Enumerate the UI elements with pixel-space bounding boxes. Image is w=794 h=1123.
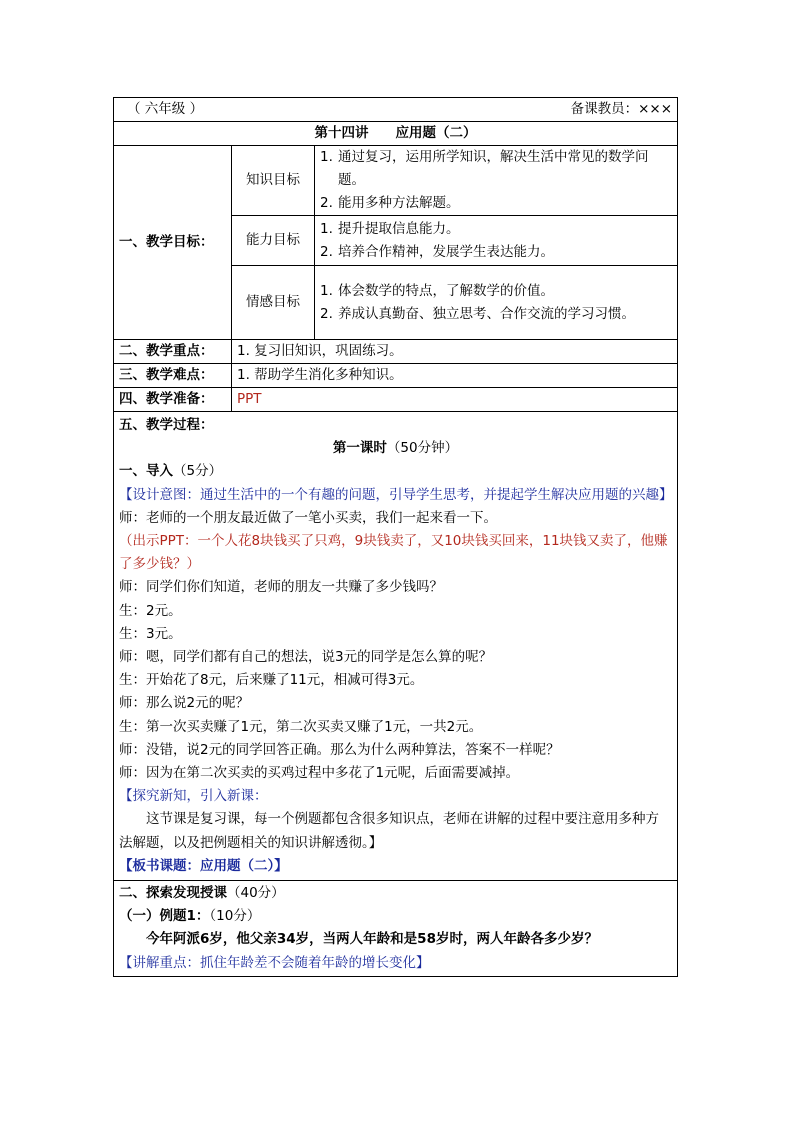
item-number: 2. [320, 195, 333, 211]
title-row [114, 122, 678, 146]
focus-note: 【讲解重点：抓住年龄差不会随着年龄的增长变化】 [119, 954, 430, 971]
dialogue-line: 师：老师的一个朋友最近做了一笔小买卖，我们一起来看一下。 [119, 509, 497, 526]
knowledge-cell [315, 146, 678, 216]
item-text: 提升提取信息能力。 [338, 220, 460, 237]
item-number: 1. [320, 282, 333, 299]
lesson-heading [119, 437, 672, 460]
ability-item [320, 218, 672, 241]
ability-label: 能力目标 [232, 216, 315, 266]
item-number: 2. [320, 243, 333, 260]
section2-heading [119, 882, 672, 905]
process-cell [114, 412, 678, 881]
keypoint-value: 1. 复习旧知识，巩固练习。 [232, 340, 678, 364]
dialogue-line: 生：开始花了8元，后来赚了11元，相减可得3元。 [119, 672, 424, 689]
grade-label: （ 六年级 ） [127, 101, 204, 117]
knowledge-item [320, 146, 672, 192]
ability-item [320, 241, 672, 264]
example-problem: 今年阿派6岁，他父亲34岁，当两人年龄和是58岁时，两人年龄各多少岁？ [146, 931, 598, 948]
example-heading [119, 905, 672, 928]
emotion-item [320, 303, 672, 326]
header-cell [114, 98, 678, 122]
design-intent: 【设计意图：通过生活中的一个有趣的问题，引导学生思考，并提起学生解决应用题的兴趣】 [119, 486, 673, 503]
emotion-item [320, 280, 672, 303]
item-text: 能用多种方法解题。 [338, 195, 460, 211]
section2-cell [114, 881, 678, 977]
intro-heading [119, 460, 672, 483]
knowledge-item [320, 192, 672, 215]
keypoint-row [114, 340, 678, 364]
section2-row [114, 881, 678, 977]
lesson-heading-bold: 第一课时 [332, 440, 387, 457]
difficulty-row [114, 364, 678, 388]
emotion-label: 情感目标 [232, 266, 315, 340]
item-text: 养成认真勤奋、独立思考、合作交流的学习习惯。 [338, 305, 635, 322]
item-text: 体会数学的特点，了解数学的价值。 [338, 282, 554, 299]
dialogue-line: 师：因为在第二次买卖的买鸡过程中多花了1元呢，后面需要减掉。 [119, 765, 520, 782]
item-text: 通过复习，运用所学知识，解决生活中常见的数学问题。 [338, 149, 649, 188]
board-title: 【板书课题：应用题（二）】 [119, 857, 288, 874]
ppt-note: （出示PPT：一个人花8块钱买了只鸡，9块钱卖了，又10块钱买回来，11块钱又卖了，他赚了多少钱？） [119, 533, 668, 573]
intro-heading-bold: 一、导入 [119, 463, 173, 480]
lesson-plan-document [113, 97, 677, 977]
difficulty-label: 三、教学难点： [114, 364, 232, 388]
dialogue-line: 生：2元。 [119, 602, 182, 619]
emotion-cell [315, 266, 678, 340]
section2-heading-bold: 二、探索发现授课 [119, 885, 227, 902]
item-text: 培养合作精神，发展学生表达能力。 [338, 243, 554, 260]
dialogue-line: 生：第一次买卖赚了1元，第二次买卖又赚了1元，一共2元。 [119, 718, 483, 735]
dialogue-line: 师：那么说2元的呢？ [119, 695, 250, 712]
ability-list [320, 218, 672, 264]
process-label: 五、教学过程： [119, 417, 214, 433]
dialogue-line: 生：3元。 [119, 625, 182, 642]
intro-heading-duration: （5分） [173, 463, 223, 480]
knowledge-row [114, 146, 678, 216]
keypoint-label: 二、教学重点： [114, 340, 232, 364]
item-number: 2. [320, 305, 333, 322]
example-heading-bold: （一）例题1： [119, 908, 210, 925]
difficulty-value: 1. 帮助学生消化多种知识。 [232, 364, 678, 388]
lesson-plan-table [113, 97, 678, 977]
knowledge-label: 知识目标 [232, 146, 315, 216]
explore-label: 【探究新知，引入新课： [119, 788, 268, 805]
item-number: 1. [320, 220, 333, 237]
ability-cell [315, 216, 678, 266]
knowledge-list [320, 146, 672, 215]
emotion-list [320, 280, 672, 326]
lesson-title: 第十四讲 应用题（二） [114, 122, 678, 146]
prep-label: 四、教学准备： [114, 388, 232, 412]
teacher-label: 备课教员：××× [570, 101, 673, 117]
dialogue-line: 师：没错，说2元的同学回答正确。那么为什么两种算法，答案不一样呢？ [119, 741, 560, 758]
dialogue-line: 师：同学们你们知道，老师的朋友一共赚了多少钱吗？ [119, 579, 443, 596]
header-row [114, 98, 678, 122]
lesson-heading-duration: （50分钟） [386, 440, 459, 457]
process-row [114, 412, 678, 881]
example-heading-duration: （10分） [209, 908, 261, 925]
section2-heading-duration: （40分） [227, 885, 285, 902]
prep-value: PPT [232, 388, 678, 412]
objectives-label: 一、教学目标： [114, 146, 232, 340]
prep-row [114, 388, 678, 412]
dialogue-line: 师：嗯，同学们都有自己的想法，说3元的同学是怎么算的呢？ [119, 649, 493, 666]
explore-text: 这节课是复习课，每一个例题都包含很多知识点，老师在讲解的过程中要注意用多种方法解题，以及把例题相关的知识讲解透彻。】 [119, 811, 659, 851]
item-number: 1. [320, 149, 333, 165]
